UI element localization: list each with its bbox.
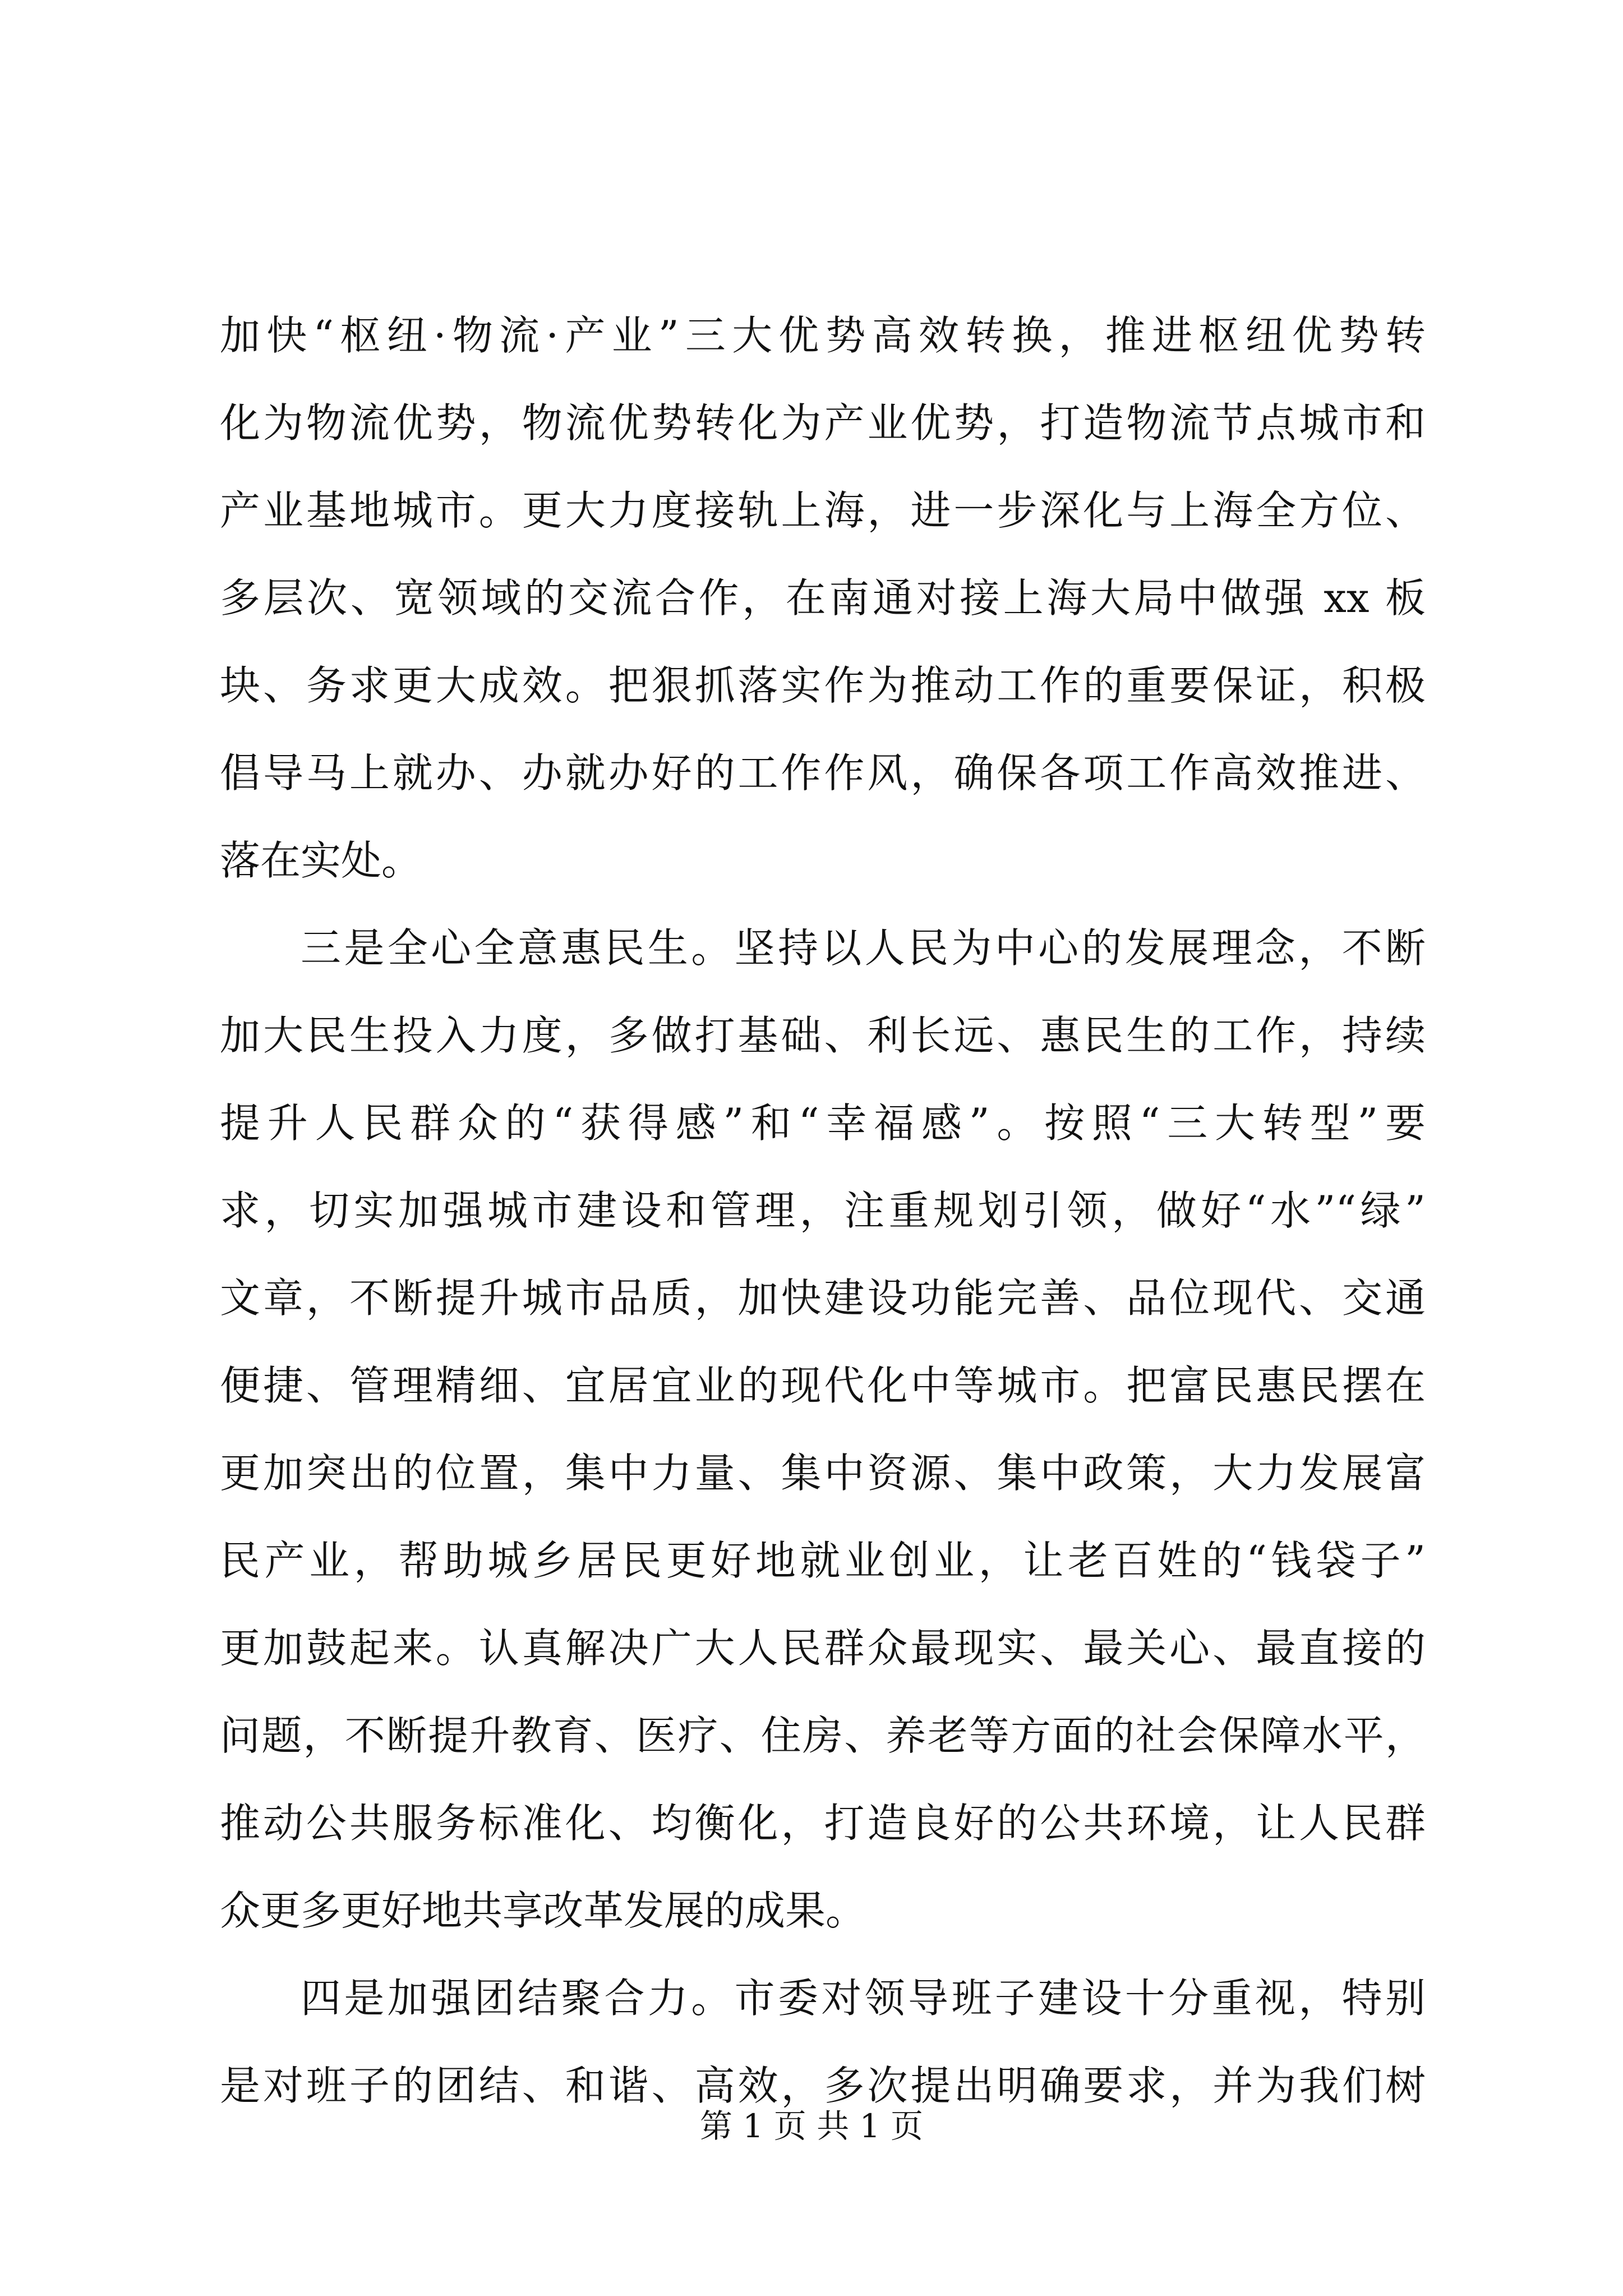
text-line: 加大民生投入力度，多做打基础、利长远、惠民生的工作，持续 [220, 1012, 1426, 1059]
text-line: 是对班子的团结、和谐、高效，多次提出明确要求，并为我们树 [220, 2062, 1426, 2109]
page-footer: 第 1 页 共 1 页 [700, 2107, 923, 2145]
text-line: 问题，不断提升教育、医疗、住房、养老等方面的社会保障水平， [220, 1712, 1426, 1759]
text-line: 提升人民群众的“获得感”和“幸福感”。按照“三大转型”要 [220, 1099, 1426, 1147]
text-line: 加快“枢纽·物流·产业”三大优势高效转换，推进枢纽优势转 [220, 312, 1426, 359]
text-line: 民产业，帮助城乡居民更好地就业创业，让老百姓的“钱袋子” [220, 1537, 1426, 1584]
text-line: 更加鼓起来。认真解决广大人民群众最现实、最关心、最直接的 [220, 1625, 1426, 1672]
text-line: 文章，不断提升城市品质，加快建设功能完善、品位现代、交通 [220, 1274, 1426, 1322]
text-line: 更加突出的位置，集中力量、集中资源、集中政策，大力发展富 [220, 1450, 1426, 1497]
body-text [220, 292, 1426, 2129]
text-line: 化为物流优势，物流优势转化为产业优势，打造物流节点城市和 [220, 399, 1426, 447]
paragraph-start-line: 四是加强团结聚合力。市委对领导班子建设十分重视，特别 [301, 1975, 1426, 2022]
text-line: 求，切实加强城市建设和管理，注重规划引领，做好“水”“绿” [220, 1187, 1426, 1234]
text-line: 产业基地城市。更大力度接轨上海，进一步深化与上海全方位、 [220, 487, 1426, 534]
text-line: 多层次、宽领域的交流合作，在南通对接上海大局中做强 xx 板 [220, 574, 1426, 622]
text-line: 推动公共服务标准化、均衡化，打造良好的公共环境，让人民群 [220, 1800, 1426, 1847]
text-line: 落在实处。 [220, 837, 422, 884]
text-line: 块、务求更大成效。把狠抓落实作为推动工作的重要保证，积极 [220, 662, 1426, 709]
text-line: 众更多更好地共享改革发展的成果。 [220, 1887, 866, 1934]
paragraph-start-line: 三是全心全意惠民生。坚持以人民为中心的发展理念，不断 [301, 924, 1426, 972]
text-line: 倡导马上就办、办就办好的工作作风，确保各项工作高效推进、 [220, 749, 1426, 797]
text-line: 便捷、管理精细、宜居宜业的现代化中等城市。把富民惠民摆在 [220, 1362, 1426, 1409]
